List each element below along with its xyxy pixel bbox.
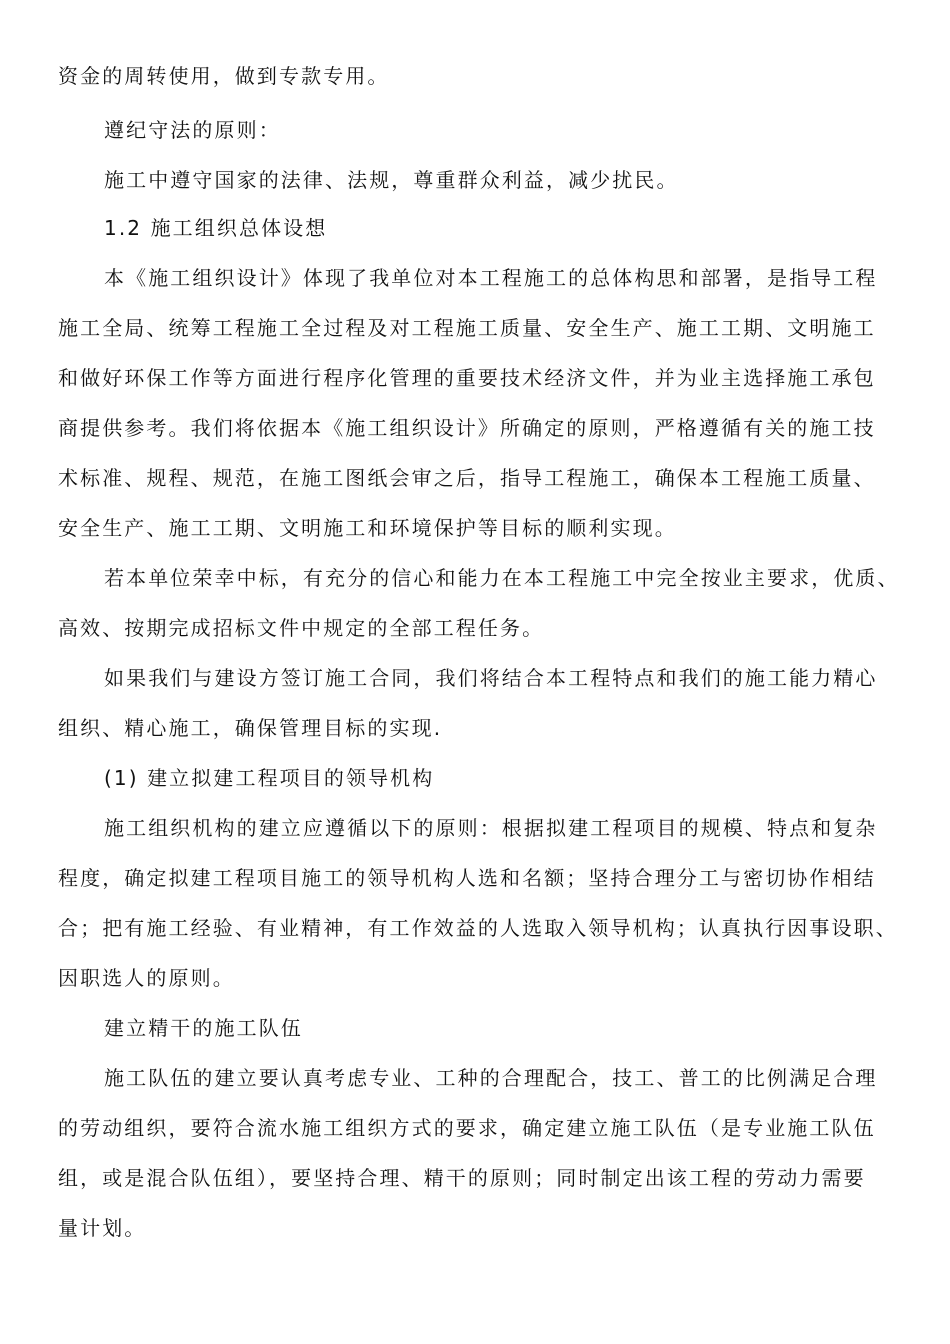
paragraph-line: 程度，确定拟建工程项目施工的领导机构人选和名额；坚持合理分工与密切协作相结 — [58, 866, 876, 890]
paragraph-line: 组织、精心施工，确保管理目标的实现. — [58, 716, 443, 740]
paragraph-line: 施工队伍的建立要认真考虑专业、工种的合理配合，技工、普工的比例满足合理 — [104, 1066, 878, 1090]
paragraph-line: 施工组织机构的建立应遵循以下的原则：根据拟建工程项目的规模、特点和复杂 — [104, 816, 878, 840]
paragraph-line: 若本单位荣幸中标，有充分的信心和能力在本工程施工中完全按业主要求，优质、 — [104, 566, 900, 590]
paragraph-line: 如果我们与建设方签订施工合同，我们将结合本工程特点和我们的施工能力精心 — [104, 666, 878, 690]
section-heading: 1.2 施工组织总体设想 — [104, 216, 328, 240]
paragraph-line: 组，或是混合队伍组），要坚持合理、精干的原则；同时制定出该工程的劳动力需要 — [58, 1166, 866, 1190]
paragraph-line: 本《施工组织设计》体现了我单位对本工程施工的总体构思和部署，是指导工程 — [104, 266, 878, 290]
section-heading: 建立精干的施工队伍 — [104, 1016, 303, 1040]
paragraph-line: 安全生产、施工工期、文明施工和环境保护等目标的顺利实现。 — [58, 516, 677, 540]
paragraph-line: 施工全局、统筹工程施工全过程及对工程施工质量、安全生产、施工工期、文明施工 — [58, 316, 876, 340]
paragraph-line: 因职选人的原则。 — [58, 966, 235, 990]
paragraph-line: 术标准、规程、规范，在施工图纸会审之后，指导工程施工，确保本工程施工质量、 — [58, 466, 876, 490]
paragraph-line: 商提供参考。我们将依据本《施工组织设计》所确定的原则，严格遵循有关的施工技 — [58, 416, 876, 440]
paragraph-line: 高效、按期完成招标文件中规定的全部工程任务。 — [58, 616, 545, 640]
paragraph-line: 合；把有施工经验、有业精神，有工作效益的人选取入领导机构；认真执行因事设职、 — [58, 916, 898, 940]
paragraph-line: 遵纪守法的原则： — [104, 118, 281, 142]
paragraph-line: 资金的周转使用，做到专款专用。 — [58, 64, 390, 88]
section-heading: (1) 建立拟建工程项目的领导机构 — [104, 766, 435, 790]
paragraph-line: 和做好环保工作等方面进行程序化管理的重要技术经济文件，并为业主选择施工承包 — [58, 366, 876, 390]
paragraph-line: 量计划。 — [58, 1216, 147, 1240]
paragraph-line: 的劳动组织，要符合流水施工组织方式的要求，确定建立施工队伍（是专业施工队伍 — [58, 1116, 876, 1140]
paragraph-line: 施工中遵守国家的法律、法规，尊重群众利益，减少扰民。 — [104, 168, 679, 192]
